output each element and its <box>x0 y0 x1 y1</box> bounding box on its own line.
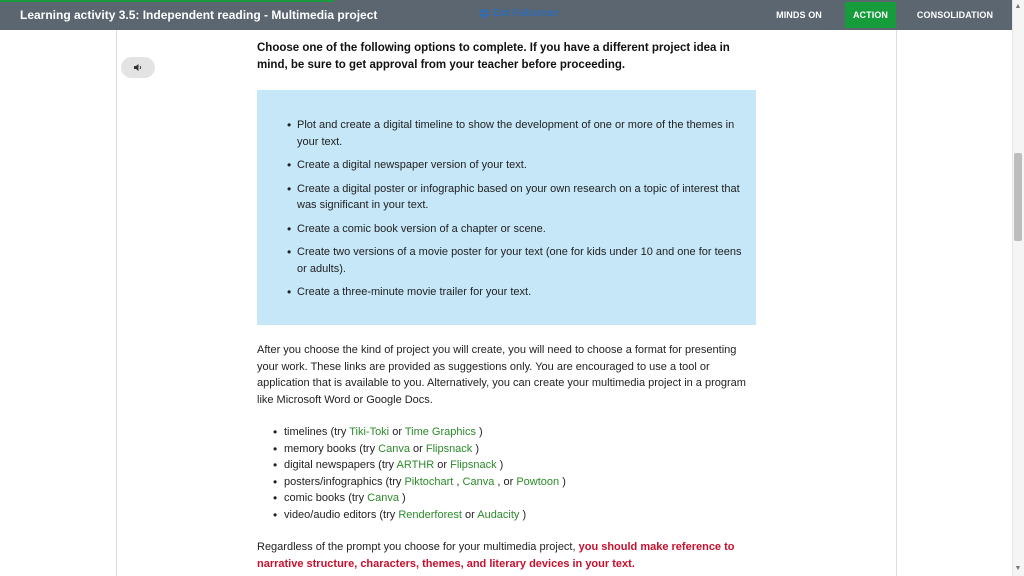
top-bar <box>0 0 1012 30</box>
tool-item-memory-books: • memory books (try Canva or Flipsnack ) <box>273 441 753 458</box>
tool-label: video/audio editors (try <box>284 508 399 521</box>
tool-label: digital newspapers (try <box>284 459 397 471</box>
link-canva[interactable]: Canva <box>462 475 495 488</box>
tool-item-video-audio: • video/audio editors (try Renderforest or Audacity ) <box>273 507 753 524</box>
tool-label: memory books (try <box>284 442 379 455</box>
tool-item-timelines: • timelines (try Tiki-Toki or Time Graphics ) <box>273 424 753 441</box>
audio-button[interactable] <box>121 57 155 78</box>
link-arthr[interactable]: ARTHR <box>396 459 435 471</box>
option-item: • Create a comic book version of a chapter or scene. <box>287 221 742 238</box>
fullscreen-icon <box>479 8 490 19</box>
tool-item-digital-newspapers: • digital newspapers (try ARTHR or Flipsnack ) <box>273 457 753 474</box>
option-item: • Create a digital poster or infographic based on your own research on a topic of interest that was significant in your text. <box>287 181 742 214</box>
options-list <box>287 117 742 308</box>
left-border <box>116 30 117 576</box>
tool-label: timelines (try <box>284 426 350 438</box>
final-emphasis-text: you should make reference to narrative structure, characters, themes, and literary devices in your text. <box>257 541 735 570</box>
instructions-heading: Choose one of the following options to complete. If you have a different project idea in mind, be sure to get approval from your teacher before proceeding. <box>257 42 730 71</box>
scroll-up-icon[interactable]: ▲ <box>1014 3 1022 10</box>
option-item: • Create a three-minute movie trailer for your text. <box>287 284 742 301</box>
link-audacity[interactable]: Audacity <box>477 508 520 521</box>
tool-label: posters/infographics (try <box>284 475 405 488</box>
tool-label: comic books (try <box>284 492 368 504</box>
nav-consolidation[interactable]: CONSOLIDATION <box>916 10 994 20</box>
nav-action[interactable]: ACTION <box>845 2 896 28</box>
link-flipsnack[interactable]: Flipsnack <box>450 459 497 471</box>
final-plain-text: Regardless of the prompt you choose for your multimedia project, <box>257 541 579 553</box>
option-item: • Create a digital newspaper version of your text. <box>287 157 742 174</box>
tool-item-comic-books: • comic books (try Canva ) <box>273 490 753 507</box>
option-item: • Create two versions of a movie poster for your text (one for kids under 10 and one for teens or adults). <box>287 244 742 277</box>
options-box <box>257 90 756 325</box>
final-paragraph <box>257 539 757 572</box>
scrollbar-track[interactable] <box>1012 0 1024 576</box>
link-canva[interactable]: Canva <box>378 442 410 455</box>
progress-bar <box>0 0 334 2</box>
speaker-icon <box>133 59 143 77</box>
exit-fullscreen-label: Exit Fullscreen <box>493 8 559 19</box>
option-item: • Plot and create a digital timeline to show the development of one or more of the themes in your text. <box>287 117 742 150</box>
format-paragraph: After you choose the kind of project you will create, you will need to choose a format for presenting your work. These links are provided as suggestions only. You are encouraged to use a tool or application that is available to you. Alternatively, you can create your multimedia project in a program like Microsoft Word or Google Docs. <box>257 344 746 406</box>
link-canva[interactable]: Canva <box>367 492 399 504</box>
link-renderforest[interactable]: Renderforest <box>398 508 462 521</box>
scroll-down-icon[interactable]: ▼ <box>1014 565 1022 572</box>
scrollbar-thumb[interactable] <box>1014 153 1022 241</box>
link-tiki-toki[interactable]: Tiki-Toki <box>349 426 390 438</box>
exit-fullscreen-button[interactable] <box>479 8 559 19</box>
link-time-graphics[interactable]: Time Graphics <box>404 426 476 438</box>
tool-item-posters: • posters/infographics (try Piktochart , Canva , or Powtoon ) <box>273 474 753 491</box>
activity-title: Learning activity 3.5: Independent reading - Multimedia project <box>20 8 378 22</box>
link-powtoon[interactable]: Powtoon <box>516 475 560 488</box>
right-border <box>896 30 897 576</box>
link-flipsnack[interactable]: Flipsnack <box>425 442 473 455</box>
tools-list <box>273 424 753 523</box>
link-piktochart[interactable]: Piktochart <box>404 475 454 488</box>
nav-minds-on[interactable]: MINDS ON <box>776 10 822 20</box>
